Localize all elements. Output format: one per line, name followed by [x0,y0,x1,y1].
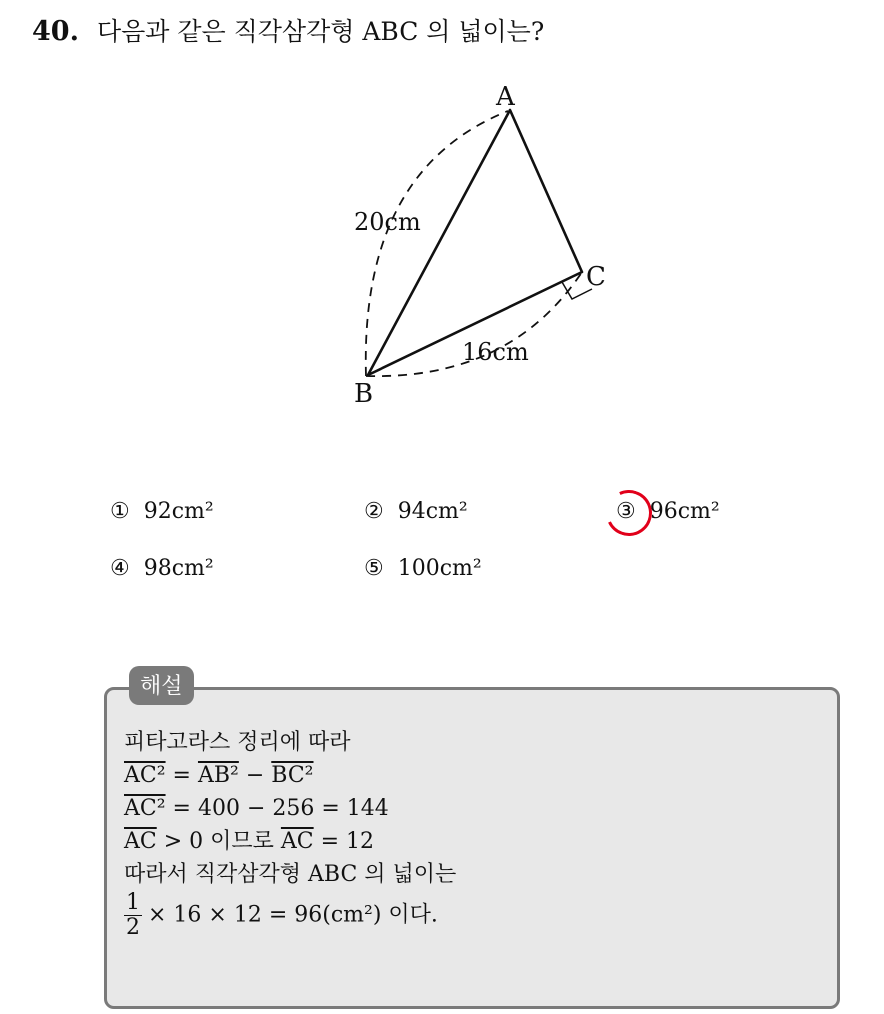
solution-text [124,726,456,940]
choice-text: 98cm² [143,556,214,581]
choice-text: 100cm² [397,556,482,581]
segment-ac-squared: AC² [124,796,166,821]
choice-3[interactable] [616,499,720,524]
label-ab: 20cm [354,208,421,236]
label-c: C [586,262,606,292]
question-text: 다음과 같은 직각삼각형 ABC 의 넓이는? [96,17,545,46]
solution-line-5: 따라서 직각삼각형 ABC 의 넓이는 [124,862,457,887]
minus-sign: − [238,763,272,788]
choice-text: 96cm² [649,499,720,524]
solution-tag: 해설 [129,666,194,705]
choice-number: ④ [110,556,130,581]
segment-ac-squared: AC² [124,763,166,788]
segment-ac: $\overline{AC}$ [124,829,157,854]
choice-number: ③ [616,499,636,524]
solution-line-6 [124,891,456,940]
choice-1[interactable] [110,499,214,524]
label-a: A [496,82,515,112]
choice-2[interactable] [364,499,468,524]
solution-line-1: 피타고라스 정리에 따라 [124,730,351,755]
segment-bc-squared: BC² [271,763,314,788]
equation-rest: = 400 − 256 = 144 [165,796,389,821]
equation-rest: = 12 [313,829,375,854]
area-equation: × 16 × 12 = 96(cm²) 이다. [148,902,438,928]
fraction-denominator: 2 [126,915,140,941]
label-b: B [354,379,374,409]
solution-line-3 [124,792,456,825]
segment-ac: $\overline{AC}$ [280,829,314,854]
choice-number: ② [364,499,384,524]
equals-sign: = [165,763,198,788]
answer-circle-mark [600,484,659,543]
choice-4[interactable] [110,556,214,581]
fraction-numerator: 1 [126,890,140,915]
triangle-figure [330,70,630,415]
inequality-text: > 0 이므로 [156,829,281,854]
choice-number: ⑤ [364,556,384,581]
solution-line-2 [124,759,456,792]
fraction-one-half [124,891,142,940]
choice-text: 94cm² [397,499,468,524]
segment-ab-squared: AB² [197,763,239,788]
triangle-abc [368,110,582,375]
label-bc: 16cm [462,338,529,366]
question-number: 40. [32,16,79,47]
choice-number: ① [110,499,130,524]
choice-5[interactable] [364,556,482,581]
solution-line-4 [124,825,456,858]
choice-text: 92cm² [143,499,214,524]
arc-ab [366,111,508,376]
question [32,12,544,48]
